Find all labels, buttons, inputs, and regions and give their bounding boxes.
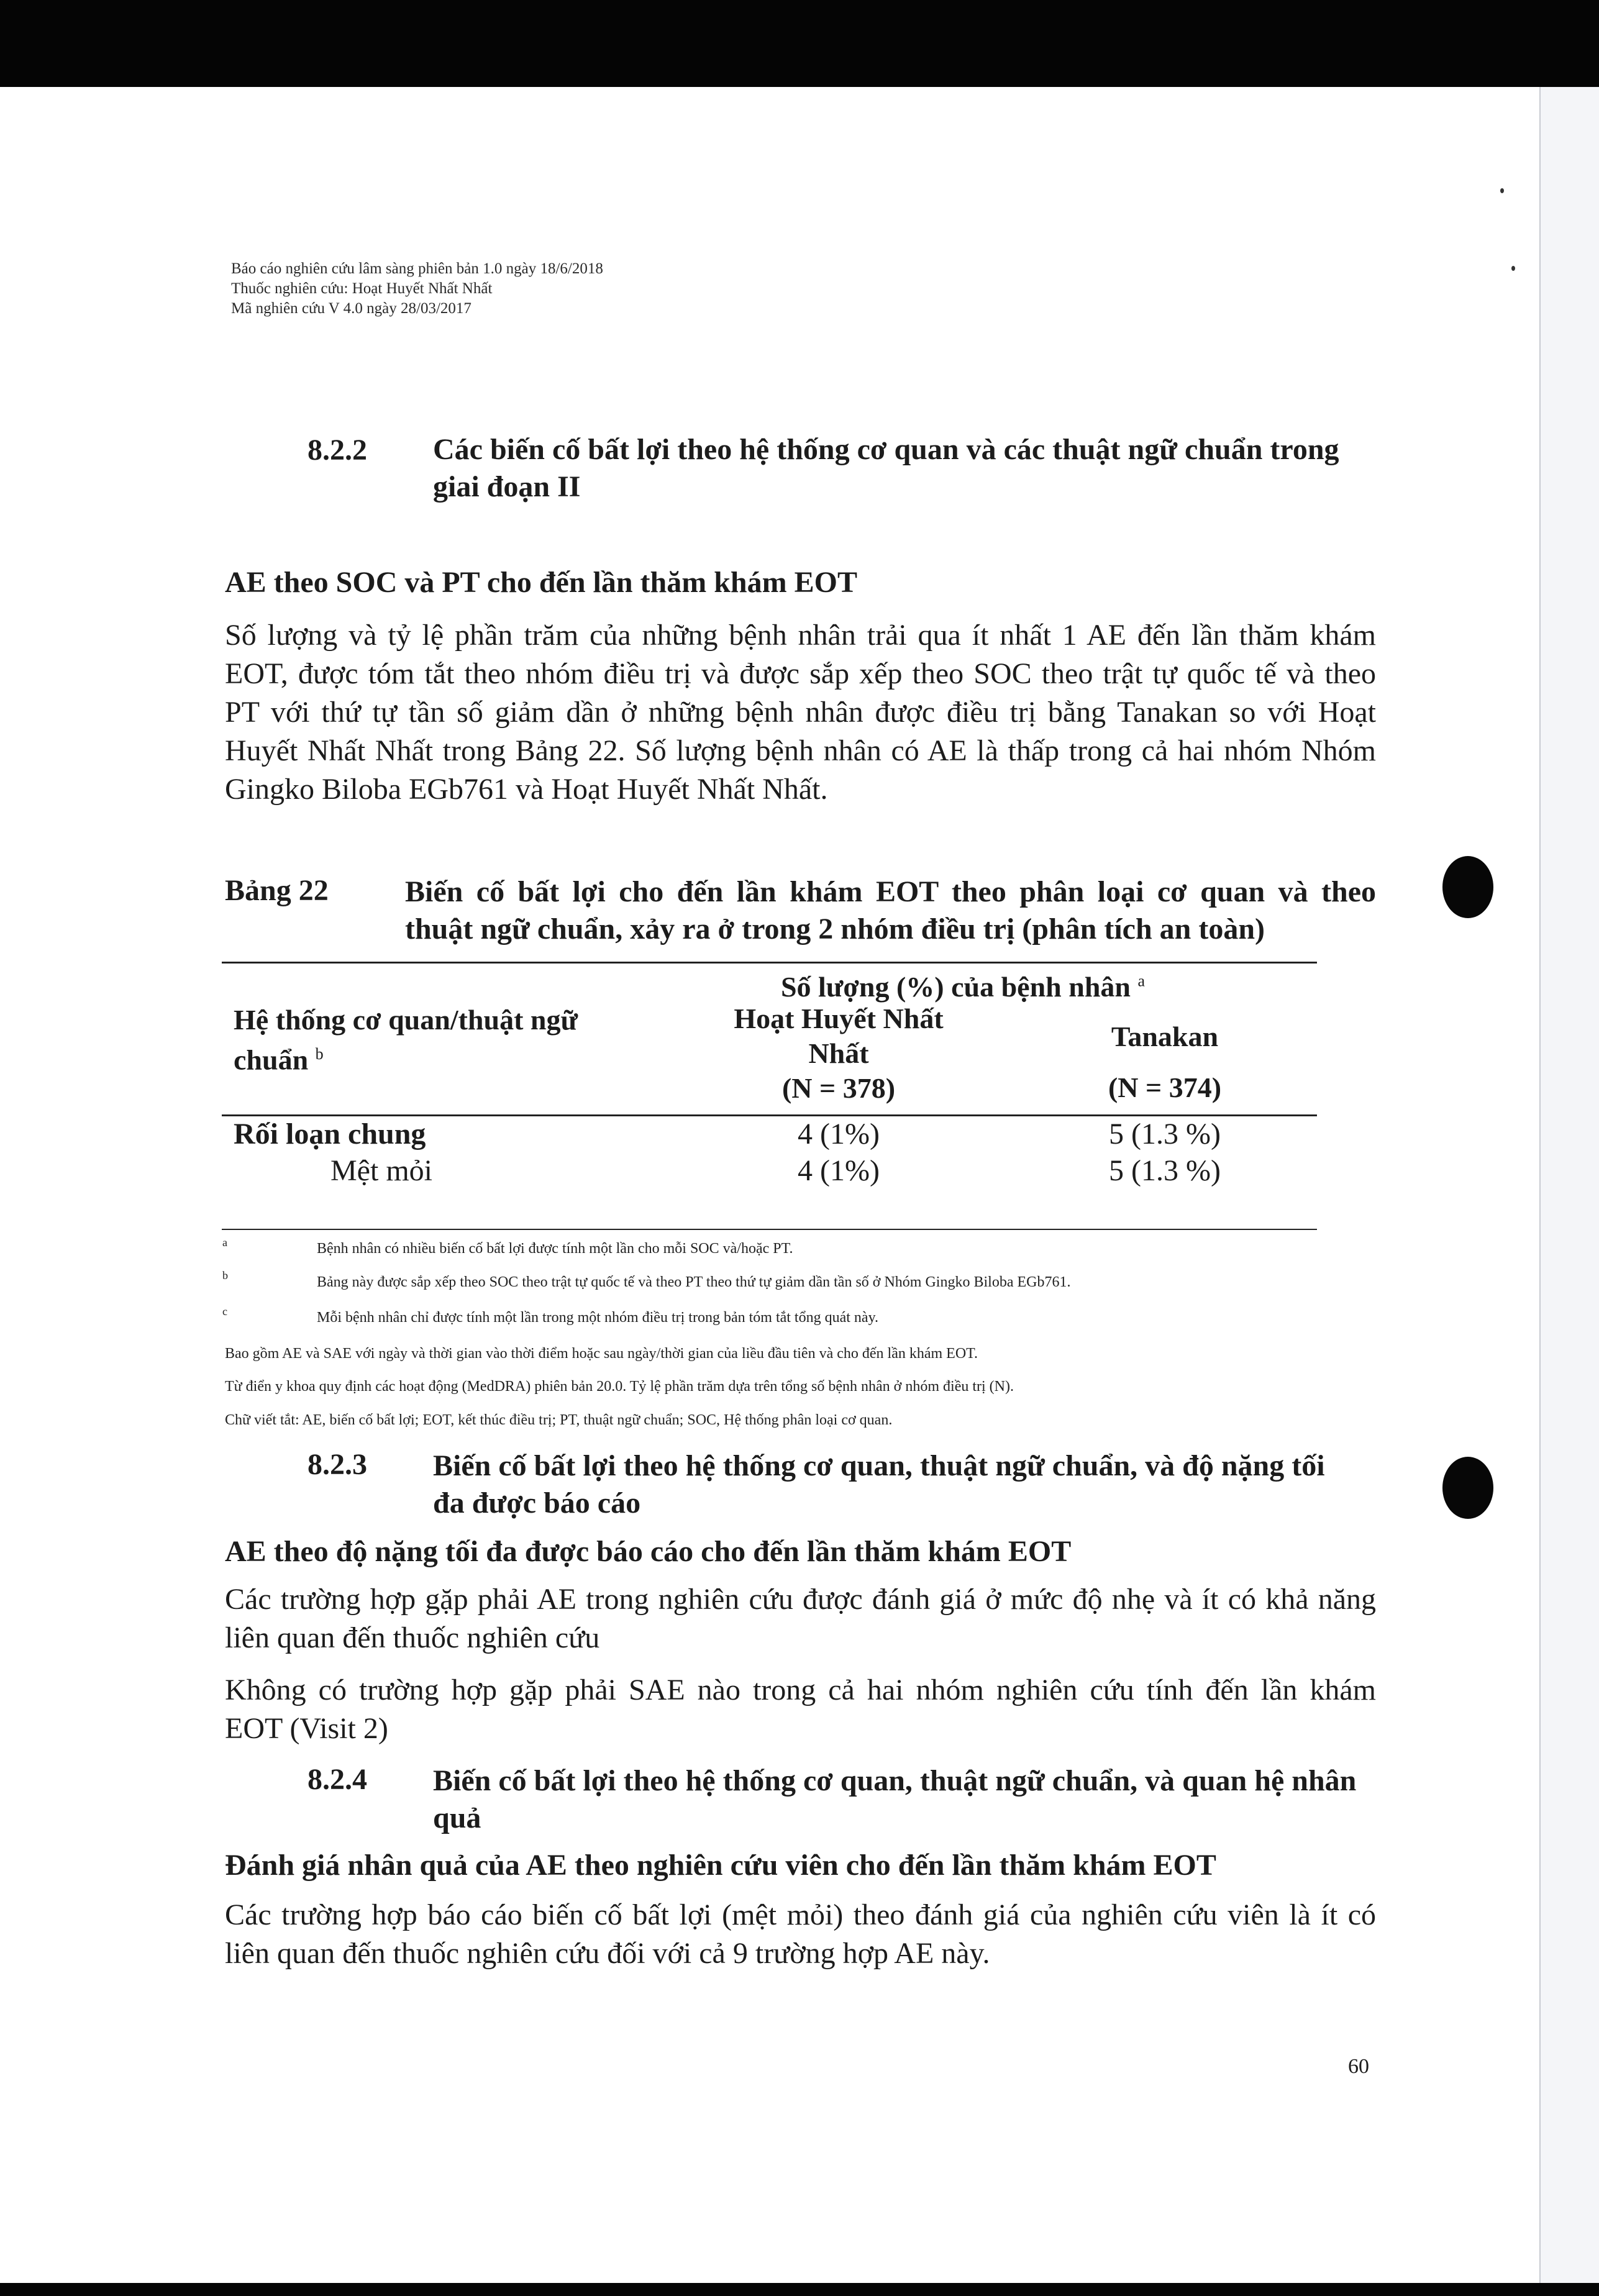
col1-name-line: Hoạt Huyết Nhất bbox=[734, 1003, 944, 1034]
row-header-line: chuẩn bbox=[234, 1044, 309, 1076]
scan-border-bottom bbox=[0, 2283, 1599, 2296]
page-number: 60 bbox=[1348, 2055, 1369, 2078]
punch-hole-lower bbox=[1442, 1457, 1493, 1519]
table-caption bbox=[405, 873, 1376, 948]
col-header-hoat-huyet bbox=[683, 1001, 994, 1106]
col-header-tanakan-n: (N = 374) bbox=[1108, 1072, 1222, 1103]
spanner-footnote-mark: a bbox=[1137, 972, 1146, 990]
header-study-code-line: Mã nghiên cứu V 4.0 ngày 28/03/2017 bbox=[231, 300, 472, 317]
footnote-b-mark: b bbox=[222, 1269, 228, 1282]
section-824-number: 8.2.4 bbox=[308, 1763, 367, 1796]
header-drug-line: Thuốc nghiên cứu: Hoạt Huyết Nhất Nhất bbox=[231, 280, 493, 297]
severity-heading: AE theo độ nặng tối đa được báo cáo cho đến lần thăm khám EOT bbox=[225, 1535, 1072, 1568]
section-824-title-line: quả bbox=[433, 1802, 481, 1834]
section-823-title-line: Biến cố bất lợi theo hệ thống cơ quan, thuật ngữ chuẩn, và độ nặng tối bbox=[433, 1449, 1325, 1482]
footnote-b: Bảng này được sắp xếp theo SOC theo trật tự quốc tế và theo PT theo thứ tự giảm dần tần số ở Nhóm Gingko Biloba EGb761. bbox=[317, 1274, 1071, 1290]
section-824-title-line: Biến cố bất lợi theo hệ thống cơ quan, thuật ngữ chuẩn, và quan hệ nhân bbox=[433, 1764, 1357, 1797]
paragraph-line: Số lượng và tỷ lệ phần trăm của những bệnh nhân trải qua ít nhất 1 AE đến lần thăm khám bbox=[225, 619, 1376, 652]
paragraph-line: Huyết Nhất Nhất trong Bảng 22. Số lượng bệnh nhân có AE là thấp trong cả hai nhóm Nhóm bbox=[225, 734, 1376, 767]
header-report-line: Báo cáo nghiên cứu lâm sàng phiên bản 1.0 ngày 18/6/2018 bbox=[231, 260, 603, 277]
paragraph-line: Các trường hợp báo cáo biến cố bất lợi (mệt mỏi) theo đánh giá của nghiên cứu viên là ít có bbox=[225, 1898, 1376, 1931]
table-row-label-soc: Rối loạn chung bbox=[234, 1118, 426, 1150]
scan-border-top bbox=[0, 0, 1599, 87]
paragraph-ae-summary bbox=[225, 616, 1376, 809]
table-bottom-rule bbox=[222, 1229, 1317, 1230]
footnote-abbreviations: Chữ viết tắt: AE, biến cố bất lợi; EOT, kết thúc điều trị; PT, thuật ngữ chuẩn; SOC, Hệ thống phân loại cơ quan. bbox=[225, 1412, 893, 1428]
paragraph-line: Không có trường hợp gặp phải SAE nào trong cả hai nhóm nghiên cứu tính đến lần khám bbox=[225, 1674, 1376, 1706]
col1-n: (N = 378) bbox=[781, 1072, 896, 1104]
table-caption-line: thuật ngữ chuẩn, xảy ra ở trong 2 nhóm điều trị (phân tích an toàn) bbox=[405, 913, 1265, 945]
table-top-rule bbox=[222, 962, 1317, 964]
table-row-header bbox=[234, 1003, 578, 1077]
scan-speck bbox=[1500, 188, 1504, 193]
paragraph-line: liên quan đến thuốc nghiên cứu đối với cả 9 trường hợp AE này. bbox=[225, 1937, 990, 1970]
footnote-a: Bệnh nhân có nhiều biến cố bất lợi được tính một lần cho mỗi SOC và/hoặc PT. bbox=[317, 1241, 793, 1257]
punch-hole-upper bbox=[1442, 856, 1493, 918]
col-header-tanakan: Tanakan bbox=[1111, 1021, 1219, 1052]
causality-heading: Đánh giá nhân quả của AE theo nghiên cứu viên cho đến lần thăm khám EOT bbox=[225, 1849, 1216, 1882]
section-823-title bbox=[433, 1447, 1383, 1522]
paragraph-severity bbox=[225, 1580, 1376, 1657]
table-row-label-pt: Mệt mỏi bbox=[330, 1154, 432, 1187]
paragraph-no-sae bbox=[225, 1671, 1376, 1748]
table-spanner-header bbox=[652, 970, 1273, 1003]
paragraph-line: EOT, được tóm tắt theo nhóm điều trị và được sắp xếp theo SOC theo trật tự quốc tế và theo bbox=[225, 657, 1376, 690]
paragraph-line: Các trường hợp gặp phải AE trong nghiên cứu được đánh giá ở mức độ nhẹ và ít có khả năng bbox=[225, 1583, 1376, 1616]
section-824-title bbox=[433, 1762, 1383, 1837]
section-822-number: 8.2.2 bbox=[308, 434, 367, 467]
row-header-footnote-mark: b bbox=[315, 1045, 324, 1063]
paragraph-line: liên quan đến thuốc nghiên cứu bbox=[225, 1621, 600, 1654]
footnote-c: Mỗi bệnh nhân chỉ được tính một lần trong một nhóm điều trị trong bản tóm tắt tổng quát này. bbox=[317, 1310, 879, 1326]
paragraph-causality bbox=[225, 1896, 1376, 1973]
col1-name-line: Nhất bbox=[808, 1037, 869, 1069]
paragraph-line: Gingko Biloba EGb761 và Hoạt Huyết Nhất Nhất. bbox=[225, 773, 828, 806]
section-822-title-line: Các biến cố bất lợi theo hệ thống cơ quan và các thuật ngữ chuẩn trong bbox=[433, 433, 1339, 466]
table-caption-label: Bảng 22 bbox=[225, 874, 329, 907]
spanner-text: Số lượng (%) của bệnh nhân bbox=[780, 971, 1131, 1003]
footnote-c-mark: c bbox=[222, 1305, 227, 1318]
section-822-title bbox=[433, 431, 1383, 506]
section-822-title-line: giai đoạn II bbox=[433, 470, 581, 503]
table-cell-soc-col1: 4 (1%) bbox=[798, 1118, 880, 1150]
paragraph-line: PT với thứ tự tần số giảm dần ở những bệnh nhân được điều trị bằng Tanakan so với Hoạt bbox=[225, 696, 1376, 729]
table-caption-line: Biến cố bất lợi cho đến lần khám EOT theo phân loại cơ quan và theo bbox=[405, 875, 1376, 908]
table-cell-soc-col2: 5 (1.3 %) bbox=[1109, 1118, 1221, 1150]
table-cell-pt-col2: 5 (1.3 %) bbox=[1109, 1154, 1221, 1187]
section-823-number: 8.2.3 bbox=[308, 1448, 367, 1481]
page-edge bbox=[1541, 87, 1599, 2283]
footnote-inclusion: Bao gồm AE và SAE với ngày và thời gian vào thời điểm hoặc sau ngày/thời gian của liều đầu tiên và cho đến lần khám EOT. bbox=[225, 1346, 978, 1362]
section-823-title-line: đa được báo cáo bbox=[433, 1487, 641, 1519]
scan-speck bbox=[1511, 266, 1515, 271]
paragraph-line: EOT (Visit 2) bbox=[225, 1712, 388, 1745]
ae-soc-heading: AE theo SOC và PT cho đến lần thăm khám EOT bbox=[225, 566, 857, 599]
table-cell-pt-col1: 4 (1%) bbox=[798, 1154, 880, 1187]
footnote-a-mark: a bbox=[222, 1236, 227, 1249]
row-header-line: Hệ thống cơ quan/thuật ngữ bbox=[234, 1004, 578, 1036]
running-header bbox=[231, 259, 603, 319]
footnote-meddra: Từ điển y khoa quy định các hoạt động (MedDRA) phiên bản 20.0. Tỷ lệ phần trăm dựa trên tổng số bệnh nhân ở nhóm điều trị (N). bbox=[225, 1378, 1014, 1395]
